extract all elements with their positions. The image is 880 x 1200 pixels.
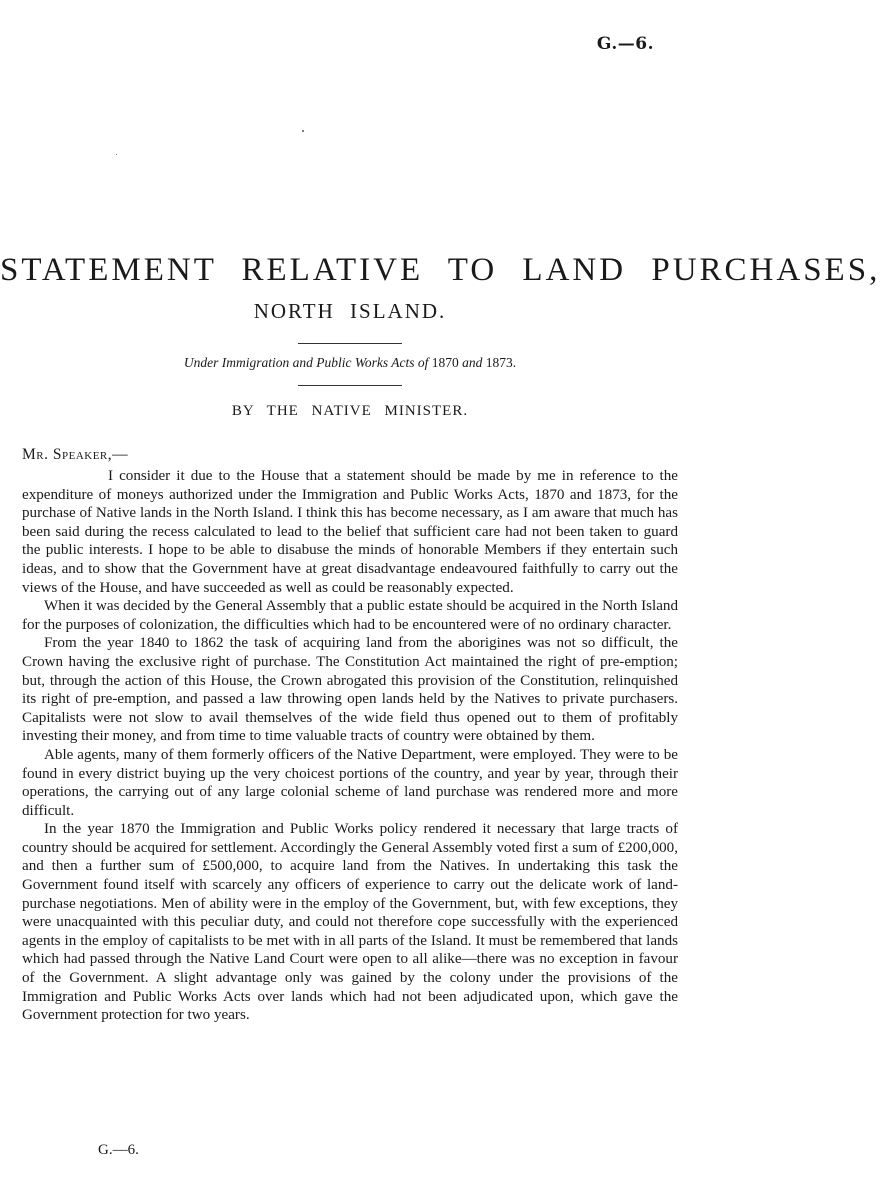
document-title: STATEMENT RELATIVE TO LAND PURCHASES, [0, 252, 880, 288]
byline: BY THE NATIVE MINISTER. [231, 403, 469, 419]
document-subtitle: NORTH ISLAND. [253, 299, 447, 323]
acts-reference [0, 355, 700, 371]
paragraph: I consider it due to the House that a statement should be made by me in reference to the expenditure of moneys authorized under the Immigration and Public Works Acts, 1870 and 1873, for the purchase of Native lands in the North Island. I think this has become necessary, as I am aware that much has been said during the recess calculated to lead to the belief that sufficient care had not been taken to guard the public interests. I hope to be able to disabuse the minds of honorable Members if they entertain such ideas, and to show that the Government have at great disadvantage endeavoured faithfully to carry out the views of the House, and have succeeded as well as could be reasonably expected. [22, 468, 678, 596]
scan-speck [116, 154, 117, 155]
paragraph: Able agents, many of them formerly officers of the Native Department, were employed. They were to be found in every district buying up the very choicest portions of the country, and year by year, through their operations, the carrying out of any large colonial scheme of land purchase was rendered more and more difficult. [22, 746, 678, 819]
scan-speck [302, 130, 304, 132]
statement-body [22, 467, 678, 1025]
salutation-text: Mr. Speaker,— [22, 446, 129, 463]
page-number: G.—6. [596, 34, 654, 54]
acts-conjunction: and [462, 355, 483, 370]
acts-prefix: Under Immigration and Public Works Acts of [183, 355, 429, 370]
paragraph: From the year 1840 to 1862 the task of acquiring land from the aborigines was not so difficult, the Crown having the exclusive right of purchase. The Constitution Act maintained the right of pre-emption; but, through the action of this House, the Crown abrogated this provision of the Constitution, relinquished its right of pre-emption, and passed a law throwing open lands held by the Natives to private purchasers. Capitalists were not slow to avail themselves of the wide field thus opened out to them of profitably investing their money, and from time to time valuable tracts of country were obtained by them. [22, 635, 678, 745]
paragraph: In the year 1870 the Immigration and Public Works policy rendered it necessary that large tracts of country should be acquired for settlement. Accordingly the General Assembly voted first a sum of £200,000, and then a further sum of £500,000, to acquire land from the Natives. In undertaking this task the Government found itself with scarcely any officers of experience to carry out the delicate work of land-purchase negotiations. Men of ability were in the employ of the Government, but, with few exceptions, they were unacquainted with this peculiar duty, and could not therefore cope successfully with the experienced agents in the employ of capitalists to be met with in all parts of the Island. It must be remembered that lands which had passed through the Native Land Court were open to all alike—there was no exception in favour of the Government. A slight advantage only was gained by the colony under the provisions of the Immigration and Public Works Acts over lands which had not been adjudicated upon, which gave the Government protection for two years. [22, 821, 678, 1024]
paragraph: When it was decided by the General Assembly that a public estate should be acquired in the North Island for the purposes of colonization, the difficulties which had to be encountered were of no ordinary character. [22, 598, 678, 633]
salutation [22, 446, 128, 464]
divider-rule [298, 385, 402, 386]
footer-reference: G.—6. [98, 1142, 139, 1158]
divider-rule [298, 343, 402, 344]
acts-year-1: 1870 [431, 355, 459, 370]
acts-year-2: 1873. [485, 355, 517, 370]
